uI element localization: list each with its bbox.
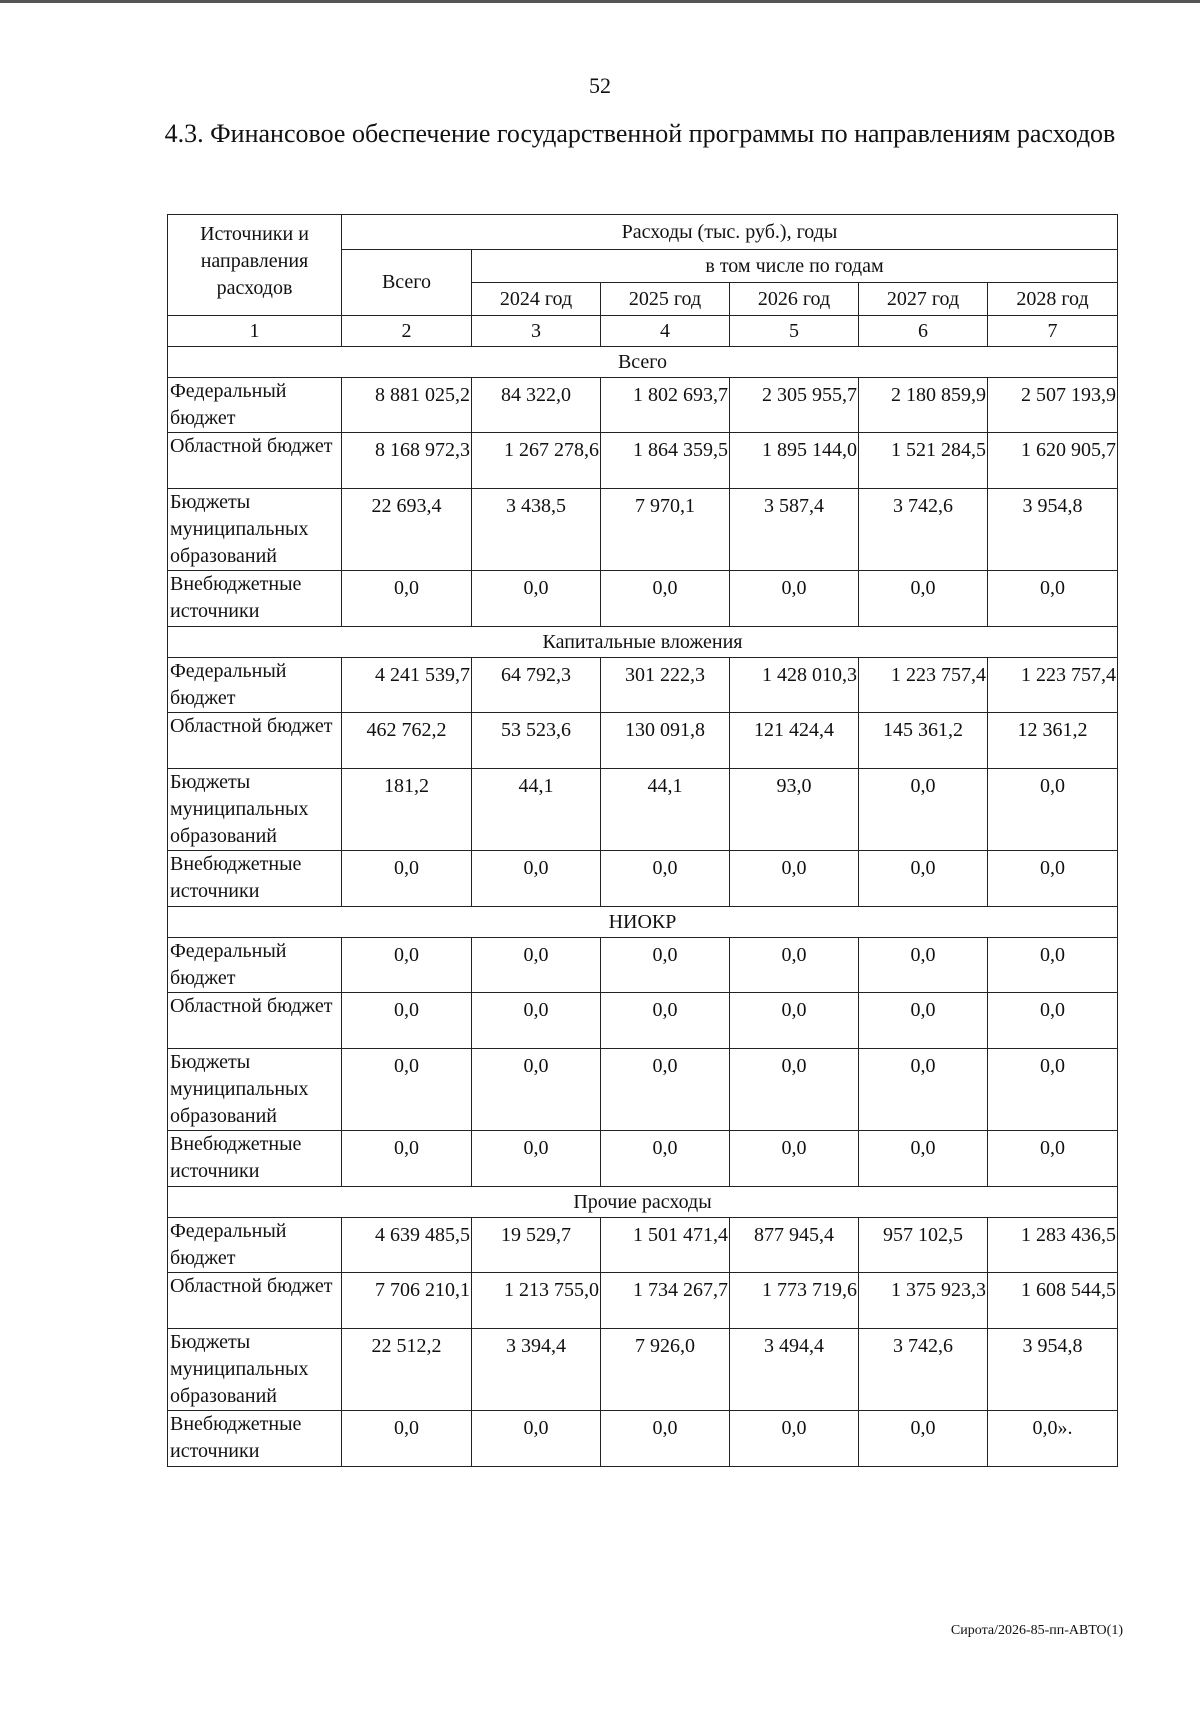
value-cell: 3 587,4 <box>730 489 859 571</box>
value-cell: 0,0 <box>601 938 730 993</box>
value-cell: 8 168 972,3 <box>342 433 472 489</box>
table-row <box>168 571 1118 627</box>
value-cell: 0,0 <box>472 851 601 907</box>
value-cell: 44,1 <box>472 769 601 851</box>
table-row <box>168 1411 1118 1467</box>
table-row <box>168 769 1118 851</box>
section-header-row <box>168 347 1118 378</box>
row-label: Федеральный бюджет <box>168 938 342 993</box>
table-row <box>168 938 1118 993</box>
value-cell: 1 375 923,3 <box>859 1273 988 1329</box>
value-cell: 22 512,2 <box>342 1329 472 1411</box>
row-label: Бюджеты муниципальных образований <box>168 769 342 851</box>
value-cell: 0,0 <box>342 571 472 627</box>
value-cell: 4 241 539,7 <box>342 658 472 713</box>
value-cell: 0,0 <box>601 1131 730 1187</box>
value-cell: 1 223 757,4 <box>988 658 1118 713</box>
value-cell: 0,0 <box>859 938 988 993</box>
value-cell: 0,0 <box>342 1131 472 1187</box>
table-row <box>168 1329 1118 1411</box>
value-cell: 181,2 <box>342 769 472 851</box>
value-cell: 0,0 <box>730 993 859 1049</box>
table-row <box>168 1218 1118 1273</box>
value-cell: 0,0 <box>730 1131 859 1187</box>
column-number: 3 <box>472 316 601 347</box>
value-cell: 0,0 <box>730 938 859 993</box>
value-cell: 0,0». <box>988 1411 1118 1467</box>
header-sources: Источники и направления расходов <box>168 215 342 316</box>
value-cell: 4 639 485,5 <box>342 1218 472 1273</box>
value-cell: 301 222,3 <box>601 658 730 713</box>
value-cell: 0,0 <box>859 851 988 907</box>
value-cell: 1 283 436,5 <box>988 1218 1118 1273</box>
row-label: Бюджеты муниципальных образований <box>168 489 342 571</box>
header-year-2027: 2027 год <box>859 283 988 316</box>
value-cell: 0,0 <box>601 851 730 907</box>
value-cell: 3 438,5 <box>472 489 601 571</box>
table-row <box>168 378 1118 433</box>
header-expenses: Расходы (тыс. руб.), годы <box>342 215 1118 250</box>
value-cell: 1 213 755,0 <box>472 1273 601 1329</box>
row-label: Областной бюджет <box>168 1273 342 1329</box>
row-label: Внебюджетные источники <box>168 1131 342 1187</box>
value-cell: 0,0 <box>472 571 601 627</box>
section-header-row <box>168 627 1118 658</box>
value-cell: 0,0 <box>988 571 1118 627</box>
column-numbers-row <box>168 316 1118 347</box>
header-year-2025: 2025 год <box>601 283 730 316</box>
table-row <box>168 1273 1118 1329</box>
value-cell: 7 970,1 <box>601 489 730 571</box>
value-cell: 3 742,6 <box>859 1329 988 1411</box>
value-cell: 1 864 359,5 <box>601 433 730 489</box>
value-cell: 1 521 284,5 <box>859 433 988 489</box>
value-cell: 3 954,8 <box>988 489 1118 571</box>
value-cell: 145 361,2 <box>859 713 988 769</box>
table-row <box>168 1049 1118 1131</box>
header-year-2028: 2028 год <box>988 283 1118 316</box>
value-cell: 0,0 <box>859 571 988 627</box>
value-cell: 53 523,6 <box>472 713 601 769</box>
value-cell: 8 881 025,2 <box>342 378 472 433</box>
section-title: НИОКР <box>168 907 1118 938</box>
row-label: Бюджеты муниципальных образований <box>168 1049 342 1131</box>
page-number: 52 <box>589 73 611 98</box>
value-cell: 0,0 <box>730 1049 859 1131</box>
value-cell: 0,0 <box>988 993 1118 1049</box>
column-number: 1 <box>168 316 342 347</box>
value-cell: 93,0 <box>730 769 859 851</box>
header-total: Всего <box>342 250 472 316</box>
column-number: 2 <box>342 316 472 347</box>
page-top-border <box>0 0 1200 3</box>
value-cell: 0,0 <box>859 1131 988 1187</box>
value-cell: 84 322,0 <box>472 378 601 433</box>
value-cell: 0,0 <box>859 769 988 851</box>
value-cell: 462 762,2 <box>342 713 472 769</box>
value-cell: 0,0 <box>859 1049 988 1131</box>
value-cell: 0,0 <box>601 1411 730 1467</box>
table-row <box>168 993 1118 1049</box>
value-cell: 0,0 <box>859 1411 988 1467</box>
value-cell: 0,0 <box>472 938 601 993</box>
value-cell: 0,0 <box>601 1049 730 1131</box>
value-cell: 3 954,8 <box>988 1329 1118 1411</box>
row-label: Федеральный бюджет <box>168 378 342 433</box>
value-cell: 2 180 859,9 <box>859 378 988 433</box>
value-cell: 0,0 <box>472 1049 601 1131</box>
value-cell: 2 305 955,7 <box>730 378 859 433</box>
value-cell: 0,0 <box>472 1131 601 1187</box>
value-cell: 1 267 278,6 <box>472 433 601 489</box>
page-title: 4.3. Финансовое обеспечение государственной программы по направлениям расходов <box>164 119 1116 148</box>
value-cell: 0,0 <box>988 1131 1118 1187</box>
header-year-2024: 2024 год <box>472 283 601 316</box>
value-cell: 0,0 <box>730 571 859 627</box>
section-header-row <box>168 907 1118 938</box>
value-cell: 0,0 <box>988 938 1118 993</box>
value-cell: 7 706 210,1 <box>342 1273 472 1329</box>
value-cell: 1 223 757,4 <box>859 658 988 713</box>
table-row <box>168 433 1118 489</box>
value-cell: 3 742,6 <box>859 489 988 571</box>
value-cell: 0,0 <box>601 993 730 1049</box>
value-cell: 1 802 693,7 <box>601 378 730 433</box>
row-label: Федеральный бюджет <box>168 1218 342 1273</box>
value-cell: 957 102,5 <box>859 1218 988 1273</box>
value-cell: 1 620 905,7 <box>988 433 1118 489</box>
value-cell: 0,0 <box>342 938 472 993</box>
row-label: Внебюджетные источники <box>168 1411 342 1467</box>
value-cell: 0,0 <box>730 1411 859 1467</box>
column-number: 4 <box>601 316 730 347</box>
row-label: Бюджеты муниципальных образований <box>168 1329 342 1411</box>
value-cell: 0,0 <box>472 993 601 1049</box>
value-cell: 1 428 010,3 <box>730 658 859 713</box>
row-label: Федеральный бюджет <box>168 658 342 713</box>
value-cell: 0,0 <box>601 571 730 627</box>
value-cell: 877 945,4 <box>730 1218 859 1273</box>
value-cell: 22 693,4 <box>342 489 472 571</box>
row-label: Областной бюджет <box>168 433 342 489</box>
document-code: Сирота/2026-85-пп-АВТО(1) <box>950 1623 1123 1638</box>
value-cell: 130 091,8 <box>601 713 730 769</box>
value-cell: 2 507 193,9 <box>988 378 1118 433</box>
column-number: 6 <box>859 316 988 347</box>
value-cell: 0,0 <box>342 993 472 1049</box>
section-header-row <box>168 1187 1118 1218</box>
header-year-2026: 2026 год <box>730 283 859 316</box>
value-cell: 0,0 <box>472 1411 601 1467</box>
row-label: Внебюджетные источники <box>168 851 342 907</box>
column-number: 5 <box>730 316 859 347</box>
value-cell: 0,0 <box>730 851 859 907</box>
value-cell: 3 394,4 <box>472 1329 601 1411</box>
value-cell: 1 501 471,4 <box>601 1218 730 1273</box>
value-cell: 0,0 <box>342 1049 472 1131</box>
value-cell: 121 424,4 <box>730 713 859 769</box>
table-row <box>168 658 1118 713</box>
table-row <box>168 851 1118 907</box>
value-cell: 1 734 267,7 <box>601 1273 730 1329</box>
table-row <box>168 489 1118 571</box>
value-cell: 0,0 <box>342 1411 472 1467</box>
row-label: Внебюджетные источники <box>168 571 342 627</box>
section-title: Капитальные вложения <box>168 627 1118 658</box>
financing-table <box>167 214 1118 1467</box>
table-row <box>168 713 1118 769</box>
value-cell: 19 529,7 <box>472 1218 601 1273</box>
value-cell: 7 926,0 <box>601 1329 730 1411</box>
value-cell: 0,0 <box>988 769 1118 851</box>
value-cell: 0,0 <box>988 1049 1118 1131</box>
column-number: 7 <box>988 316 1118 347</box>
value-cell: 1 608 544,5 <box>988 1273 1118 1329</box>
table-row <box>168 1131 1118 1187</box>
value-cell: 1 895 144,0 <box>730 433 859 489</box>
row-label: Областной бюджет <box>168 713 342 769</box>
header-by-years: в том числе по годам <box>472 250 1118 283</box>
value-cell: 1 773 719,6 <box>730 1273 859 1329</box>
value-cell: 12 361,2 <box>988 713 1118 769</box>
value-cell: 64 792,3 <box>472 658 601 713</box>
section-title: Всего <box>168 347 1118 378</box>
value-cell: 3 494,4 <box>730 1329 859 1411</box>
value-cell: 0,0 <box>342 851 472 907</box>
row-label: Областной бюджет <box>168 993 342 1049</box>
value-cell: 0,0 <box>988 851 1118 907</box>
value-cell: 44,1 <box>601 769 730 851</box>
value-cell: 0,0 <box>859 993 988 1049</box>
section-title: Прочие расходы <box>168 1187 1118 1218</box>
